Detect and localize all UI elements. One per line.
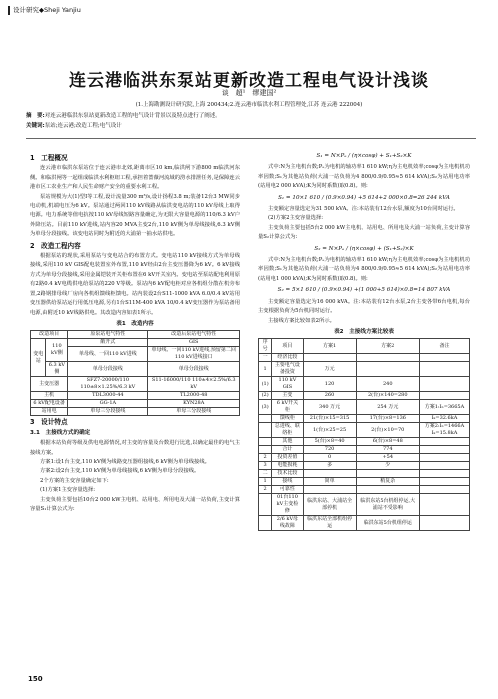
table-cell: 340 万元 bbox=[303, 400, 356, 415]
table-cell: 2(台)×140=280 bbox=[356, 392, 419, 400]
table-cell: 240 bbox=[356, 377, 419, 392]
page-number: 150 bbox=[28, 675, 43, 683]
running-header bbox=[8, 5, 81, 15]
table-cell bbox=[356, 486, 419, 494]
table-cell bbox=[419, 377, 469, 392]
paragraph: (2)方案2主变容量选择: bbox=[268, 215, 324, 222]
subsection-heading: 3.1 主接线方式的确定 bbox=[30, 429, 91, 436]
table-cell bbox=[356, 362, 419, 377]
table-cell: 6 kV配电设备 bbox=[31, 400, 68, 408]
table-row bbox=[31, 377, 240, 392]
table-cell: 简单 bbox=[303, 478, 356, 486]
table-cell bbox=[419, 516, 469, 531]
table2 bbox=[258, 338, 470, 531]
abstract-label: 摘 要: bbox=[26, 113, 45, 119]
table-cell: 临洪东站5台机组停运 bbox=[356, 516, 419, 531]
table-cell: 多 bbox=[303, 462, 356, 470]
table-header-cell: 原泵站电气特性 bbox=[68, 331, 148, 339]
table-cell: +54 bbox=[356, 454, 419, 462]
table-header-cell: 改造后泵站电气特性 bbox=[148, 331, 240, 339]
equation: S₂ = 5×1 610 / (0.9×0.94) +(1 000+5 614)×0.8=14 807 kVA bbox=[277, 287, 451, 294]
authors: 谈 超¹ 缪建国² bbox=[221, 89, 277, 97]
table-cell bbox=[419, 470, 469, 478]
table-row bbox=[259, 462, 470, 470]
table-cell: 一 bbox=[259, 354, 272, 362]
table-cell: 110 kV GIS bbox=[272, 377, 303, 392]
table-cell: 254 万元 bbox=[356, 400, 419, 415]
table-cell bbox=[419, 446, 469, 454]
table-cell: 站用电 bbox=[31, 408, 68, 416]
equation: S₂ = N×Pₑ / (η×cosφ) + (S₁+S₂)×K bbox=[314, 245, 414, 252]
article-title: 连云港临洪东泵站更新改造工程电气设计浅谈 bbox=[69, 71, 429, 91]
table-cell: 单母三分段接线 bbox=[68, 408, 148, 416]
equation: S₁ = N×Pₑ / (η×cosφ) + S₁+S₂×K bbox=[316, 153, 412, 159]
table1-caption: 表1 改造内容 bbox=[116, 320, 154, 327]
paragraph: 主变额定容量选定为16 000 kVA。注:本站装有12台水泵,2台主变各带6台电机,每台主变根据负荷为5台机同时运行。 bbox=[258, 298, 470, 315]
table-row bbox=[259, 438, 470, 446]
table-cell: 敞开式 bbox=[68, 339, 148, 347]
table-cell: GIS bbox=[148, 339, 240, 347]
table-cell bbox=[419, 462, 469, 470]
table-row bbox=[31, 408, 240, 416]
section-heading: 2 改造工程内容 bbox=[30, 241, 81, 250]
table-cell: 0 bbox=[303, 454, 356, 462]
table-cell: 临洪东站5台机组停运,大浦站不受影响 bbox=[356, 494, 419, 516]
table-cell: 260 bbox=[303, 392, 356, 400]
table-header-cell: 方案1 bbox=[303, 339, 356, 354]
table-cell bbox=[303, 486, 356, 494]
table-header-cell: 方案2 bbox=[356, 339, 419, 354]
abstract-text: 对连云港临洪东泵站更新改造工程的电气设计背景以及特点进行了阐述。 bbox=[44, 113, 221, 119]
table-row bbox=[259, 415, 470, 423]
table-cell: 可靠性 bbox=[272, 486, 303, 494]
paragraph: 连云港市临洪东泵站位于连云港市北郊,距离市区10 km,临洪闸下游800 m临洪河东侧。和临洪闸等一起组成临洪水利枢纽工程,承担着蔷薇河流域的涝水排泄任务,是保障连云港市区工农业生产和人民生命财产安全的重要水利工程。 bbox=[30, 165, 240, 191]
paragraph: 主变额定容量选定为31 500 kVA。注:本站装有12台水泵,额度为10台同时运行。 bbox=[268, 206, 459, 213]
paragraph: 式中:N为主电机台数;Pₑ为电机的轴功率1 610 kW;η为主电机效率;cosφ为主电机机功率因数;S₁为其他站负荷(大浦一站负荷为4 800/0.9/0.95≈5 614 kVA);S₂为站用电功率(站用电1 000 kVA);K为同时系数(取0.8)。则: bbox=[258, 257, 470, 282]
paragraph: (1)方案1主变容量选择: bbox=[40, 487, 96, 494]
table-cell: S11-16000/110 110±4×2.5%/6.3 kV bbox=[148, 377, 240, 392]
table-row bbox=[259, 486, 470, 494]
table-row bbox=[259, 446, 470, 454]
table-row bbox=[259, 478, 470, 486]
paragraph: 根据本站负荷等级及供电电源情况,对主变的容量及台数进行比选,以确定最佳的电气主接线方案。 bbox=[30, 440, 240, 456]
table-cell: 774 bbox=[356, 446, 419, 454]
table-cell: 6.3 kV侧 bbox=[46, 362, 68, 377]
table-cell: (2) bbox=[259, 392, 272, 400]
table-row bbox=[259, 470, 470, 478]
table-cell: 二 bbox=[259, 470, 272, 478]
table-row bbox=[259, 362, 470, 377]
table-cell: 单母线、一回110 kV进线,预留第二回110 kV进线接口 bbox=[148, 347, 240, 362]
table-cell: 6(台)×8=48 bbox=[356, 438, 419, 446]
table-cell bbox=[356, 470, 419, 478]
table-cell bbox=[259, 438, 272, 446]
table-cell: 其他 bbox=[272, 438, 303, 446]
table-row bbox=[31, 362, 240, 377]
table-cell: 少 bbox=[356, 462, 419, 470]
table-cell bbox=[259, 516, 272, 531]
table-cell: 投资差值 bbox=[272, 454, 303, 462]
table-row bbox=[259, 377, 470, 392]
table-cell: 单母三分段接线 bbox=[148, 408, 240, 416]
table-cell: 主变压器 bbox=[31, 377, 68, 392]
paragraph: 主变负荷主要包括10台2 000 kW主电机、站用电、所用电及大浦一站负荷,主变计算容量S₁计算公式为: bbox=[30, 496, 240, 512]
table-row bbox=[259, 423, 470, 438]
table-cell: 稍复杂 bbox=[356, 478, 419, 486]
table-cell bbox=[419, 454, 469, 462]
table-cell bbox=[419, 438, 469, 446]
table-cell: KYN28A bbox=[148, 400, 240, 408]
table-cell: 2(台)×10=70 bbox=[356, 423, 419, 438]
table-cell: 馈线柜 bbox=[272, 415, 303, 423]
table-cell: (1) bbox=[259, 377, 272, 392]
table-cell: 6 kV开关柜 bbox=[272, 400, 303, 415]
table-cell: SFZ7-20000/110 110±8×1.25%/6.3 kV bbox=[68, 377, 148, 392]
table-cell: 主要电气设备投资 bbox=[272, 362, 303, 377]
header-section: 设计研究◆Sheji Yanjiu bbox=[13, 6, 81, 14]
paragraph: 式中:N为主电机台数;Pₑ为电机的轴功率1 610 kW;η为主电机效率;cosφ为主电机机功率因数;S₁为其他站负荷(大浦一站负荷为4 800/0.9/0.95≈5 614 kVA);S₂为站用电功率(站用电2 000 kVA);K为同时系数(取0.8)。则: bbox=[258, 164, 470, 190]
paragraph: 泵站规模为大(1)型Ⅰ等工程,设计流量300 m³/s,设计扬程3.8 m;装备12台3 MW同步电动机,机端电压为6 kV。泵站通过两回110 kV线路从临洪变电站的110 kV母线上取得电源。电力系统等值电抗按110 kV母线短路容量确定,为无限大容量电源的110/6.3 kV户外降压站。目前110 kV进线,站内容20 MVA主变2台,110 kV侧为单母线接线,6.3 kV侧为单母分段接线。该变电站同时为附近的大浦第一抽水站供电。 bbox=[30, 193, 240, 238]
table-row bbox=[259, 354, 470, 362]
table-cell bbox=[259, 446, 272, 454]
keywords-text: 泵站;连云港;改造工程;电气设计 bbox=[44, 123, 122, 129]
table-cell: Iₖ=32.6kA bbox=[419, 415, 469, 423]
table-cell: 单母分段接线 bbox=[68, 362, 148, 377]
table-cell: 2 bbox=[259, 486, 272, 494]
table-cell: 1 bbox=[259, 478, 272, 486]
section-heading: 1 工程概况 bbox=[30, 154, 68, 162]
table-cell bbox=[419, 486, 469, 494]
table-row bbox=[259, 494, 470, 516]
paragraph: 方案1:设1台主变,110 kV侧为线路变压器组接线,6 kV侧为单母线接线。 bbox=[40, 458, 210, 465]
table-cell: 1 bbox=[259, 362, 272, 377]
header-bar bbox=[8, 6, 10, 15]
table-cell: TL2000-48 bbox=[148, 392, 240, 400]
table-cell: 经济比较 bbox=[272, 354, 303, 362]
paragraph: 根据泵站的现状,采用泵站与变电站合的布置方式。变电站110 kV接线方式为单母线接线,采用110 kV GIS配电装置室外布置,110 kV经由2台主变压器降为6 kV。6 kV接线方式为单母分段接线,采用金属铠装开关柜布置在6 kV开关室内。变电站至泵站配电利用原有2路0.4 kV电缆供电给泵站的220 V等级。泵站内6 kV配电柜对应各机组分散在机旁布置,2路钢排母线厂房向各机组馈线柜馈电。站内装设2台S11-1000 kVA 6.0/0.4 kV站用变压器供给泵站运行用低压电源,另有1台S11M-400 kVA 10/0.4 kV变压器作为泵站备用电源,由附近10 kV线路供电。其改造内容如表1所示。 bbox=[30, 253, 240, 316]
table-cell: 1(台)×25=25 bbox=[303, 423, 356, 438]
table-header-cell: 序号 bbox=[259, 339, 272, 354]
table-cell: 01台110 kV主变检修 bbox=[272, 494, 303, 516]
table-cell: (3) bbox=[259, 400, 272, 415]
table-cell bbox=[419, 362, 469, 377]
paragraph: 主接线方案比较如表2所示。 bbox=[268, 317, 335, 324]
abstract-block bbox=[26, 111, 476, 131]
table-row bbox=[259, 516, 470, 531]
table-cell bbox=[259, 415, 272, 423]
table-row bbox=[259, 392, 470, 400]
table-cell: 5(台)×8=40 bbox=[303, 438, 356, 446]
table-cell: 单母分段接线 bbox=[148, 362, 240, 377]
affiliation: (1.上海勘测设计研究院,上海 200434;2.连云港市临洪水利工程管理处,江苏 连云港 222004) bbox=[135, 102, 363, 108]
table-cell: 临洪东站、大浦站全部停机 bbox=[303, 494, 356, 516]
paragraph: 主变负荷主要包括5台2 000 kW主电机、站用电、所用电及大浦一站负荷,主变计算容量S₂计算公式为: bbox=[258, 224, 470, 241]
table-cell: 2 bbox=[259, 454, 272, 462]
table-row bbox=[31, 339, 240, 347]
keywords-label: 关键词: bbox=[26, 123, 45, 129]
paragraph: 2个方案的主变容量确定如下: bbox=[40, 477, 109, 484]
table-cell bbox=[419, 478, 469, 486]
table-cell bbox=[419, 392, 469, 400]
table-cell: 720 bbox=[303, 446, 356, 454]
table-cell: 临洪东站全部机组停运 bbox=[303, 516, 356, 531]
table-header-cell: 改造项目 bbox=[31, 331, 68, 339]
left-column bbox=[30, 152, 240, 514]
table-cell bbox=[259, 494, 272, 516]
table-cell: 17(台)×8=136 bbox=[356, 415, 419, 423]
table-row bbox=[31, 400, 240, 408]
table-cell: GG-1A bbox=[68, 400, 148, 408]
table-cell: 合计 bbox=[272, 446, 303, 454]
divider bbox=[26, 138, 476, 139]
table-cell: TDL3000-44 bbox=[68, 392, 148, 400]
table-cell: 单母线、一回110 kV进线 bbox=[68, 347, 148, 362]
table1 bbox=[30, 330, 240, 416]
table-cell bbox=[303, 470, 356, 478]
table-cell: 电能损耗 bbox=[272, 462, 303, 470]
table-header-cell: 项目 bbox=[272, 339, 303, 354]
table-cell bbox=[419, 494, 469, 516]
table-cell: 技术比较 bbox=[272, 470, 303, 478]
equation: S₁ = 10×1 610 / (0.9×0.94) +5 614+2 000×0.8=26 244 kVA bbox=[278, 194, 450, 201]
table-cell: 21(台)×15=315 bbox=[303, 415, 356, 423]
table-cell: 主变 bbox=[272, 392, 303, 400]
table-cell bbox=[303, 354, 356, 362]
table-cell: 110 kV侧 bbox=[46, 339, 68, 362]
table-cell bbox=[259, 423, 272, 438]
table-cell bbox=[356, 354, 419, 362]
table-cell: 主机 bbox=[31, 392, 68, 400]
table-cell: 方案1:Iₙ=3665A bbox=[419, 400, 469, 415]
table-cell: 120 bbox=[303, 377, 356, 392]
table-row bbox=[31, 392, 240, 400]
paragraph: 方案2:设2台主变,110 kV侧为单母线接线,6 kV侧为单母分段接线。 bbox=[40, 468, 200, 475]
table-cell: 2/6 kV母线故障 bbox=[272, 516, 303, 531]
table-cell: 总进线、联络柜 bbox=[272, 423, 303, 438]
right-column bbox=[258, 150, 470, 531]
section-heading: 3 设计特点 bbox=[30, 418, 68, 427]
table-cell bbox=[419, 354, 469, 362]
table-row bbox=[259, 400, 470, 415]
table2-caption: 表2 主接线方案比较表 bbox=[334, 328, 394, 335]
table-header-cell: 备注 bbox=[419, 339, 469, 354]
table-cell: 接线 bbox=[272, 478, 303, 486]
table-cell: 方案2:Iₙ=1466A Iₖ=15.8kA bbox=[419, 423, 469, 438]
table-cell: 变电站 bbox=[31, 339, 46, 377]
table-cell: 3 bbox=[259, 462, 272, 470]
table-row bbox=[259, 454, 470, 462]
table-cell: 万元 bbox=[303, 362, 356, 377]
